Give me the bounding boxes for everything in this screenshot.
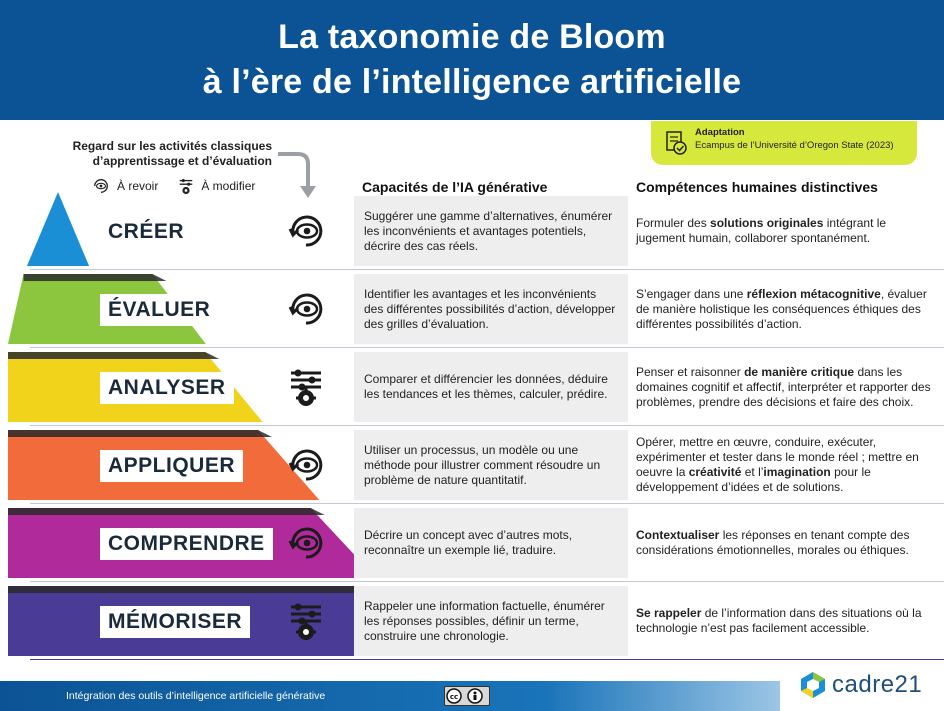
level-label: ÉVALUER [100, 294, 218, 326]
creative-commons-badge [444, 686, 490, 706]
level-label: MÉMORISER [100, 606, 250, 638]
adaptation-badge [651, 121, 917, 165]
competence-emphasis: créativité [688, 465, 742, 479]
sliders-gear-icon [286, 367, 326, 407]
title-line-2: à l’ère de l’intelligence artificielle [202, 63, 742, 101]
eye-refresh-icon [286, 523, 326, 563]
human-competence-text [636, 435, 936, 495]
competence-text: S’engager dans une [636, 286, 747, 301]
pyramid-tier-shadow [8, 508, 325, 515]
human-competence-cell [636, 506, 936, 580]
row-divider [30, 581, 944, 582]
competence-text: intégrant le jugement humain, collaborer spontanément. [636, 216, 887, 245]
competence-text: et l’ [741, 465, 764, 479]
column-header-human: Compétences humaines distinctives [636, 179, 878, 195]
human-competence-text [636, 528, 936, 558]
pyramid-tier [27, 192, 89, 266]
adaptation-title: Adaptation [695, 127, 745, 138]
ia-capability-cell: Identifier les avantages et les inconvénients des différentes possibilités d’action, développer des grilles d’évaluation. [354, 274, 628, 344]
document-check-icon [665, 131, 687, 155]
competence-text: de l’information dans des situations où la technologie n’est pas facilement accessible. [636, 606, 922, 635]
ia-capability-cell: Suggérer une gamme d’alternatives, énumérer les inconvénients et avantages potentiels, décrire des cas réels. [354, 196, 628, 266]
eye-refresh-icon [286, 445, 326, 485]
human-competence-cell [636, 350, 936, 424]
competence-text: Penser et raisonner [636, 364, 745, 379]
human-competence-text [636, 216, 936, 246]
row-divider [30, 425, 944, 426]
level-label: CRÉER [108, 220, 185, 243]
adaptation-source: Ecampus de l’Université d’Oregon State (2023) [695, 140, 894, 151]
competence-emphasis: imagination [763, 465, 831, 479]
cadre21-logo-icon [798, 670, 828, 700]
competence-text: , évaluer de manière holistique les conséquences éthiques des différentes possibilités d’action. [636, 286, 927, 331]
legend-modifier-label: À modifier [201, 179, 256, 193]
human-competence-cell [636, 272, 936, 346]
competence-text: les réponses en tenant compte des considérations émotionnelles, morales ou éthiques. [636, 528, 910, 557]
ia-capability-cell: Décrire un concept avec d’autres mots, reconnaître un exemple lié, traduire. [354, 508, 628, 578]
pyramid-tier-shadow [8, 586, 360, 593]
competence-emphasis: solutions originales [710, 216, 824, 230]
row-divider [30, 347, 944, 348]
cc-by-icon [445, 687, 489, 705]
ia-capability-cell: Rappeler une information factuelle, énumérer les réponses possibles, définir un terme, construire une chronologie. [354, 586, 628, 656]
level-label: APPLIQUER [100, 450, 243, 482]
column-header-ia: Capacités de l’IA générative [362, 179, 548, 195]
competence-text: dans les domaines cognitif et affectif, interpréter et rapporter des problèmes, prendre des décisions et faire des choix. [636, 364, 931, 409]
competence-emphasis: Se rappeler [636, 606, 702, 620]
level-label: COMPRENDRE [100, 528, 273, 560]
title-line-1: La taxonomie de Bloom [278, 18, 666, 56]
human-competence-text [636, 606, 936, 636]
competence-emphasis: de manière critique [744, 364, 855, 379]
row-divider [30, 503, 944, 504]
legend-title: Regard sur les activités classiques d’apprentissage et d’évaluation [72, 139, 272, 168]
svg-text:cc: cc [449, 693, 459, 701]
pyramid-tier-shadow [24, 274, 167, 281]
human-competence-cell [636, 584, 936, 658]
human-competence-text [636, 287, 936, 332]
brand-logo [798, 670, 922, 700]
ia-capability-cell: Comparer et différencier les données, déduire les tendances et les thèmes, calculer, prédire. [354, 352, 628, 422]
row-divider [30, 659, 944, 660]
competence-text: Opérer, mettre en œuvre, conduire, exécuter, expérimenter et tester dans le monde réel ; mettre en oeuvre la [636, 435, 919, 479]
sliders-gear-icon [286, 601, 326, 641]
eye-refresh-icon [286, 211, 326, 251]
human-competence-text [636, 365, 936, 410]
human-competence-cell [636, 194, 936, 268]
legend-revoir-label: À revoir [117, 179, 159, 193]
competence-emphasis: réflexion métacognitive [746, 286, 881, 301]
level-label: ANALYSER [100, 372, 234, 404]
human-competence-cell [636, 428, 936, 502]
competence-emphasis: Contextualiser [636, 528, 720, 542]
ia-capability-cell: Utiliser un processus, un modèle ou une méthode pour illustrer comment résoudre un problème de nature quantitatif. [354, 430, 628, 500]
eye-refresh-icon [286, 289, 326, 329]
brand-name: cadre21 [832, 671, 923, 698]
competence-text: Formuler des [636, 216, 711, 230]
competence-text: pour le développement d’idées et de solutions. [636, 465, 871, 494]
footer-text: Intégration des outils d’intelligence artificielle générative [66, 690, 326, 702]
pyramid-tier-shadow [8, 352, 219, 359]
row-divider [30, 269, 944, 270]
header-banner [0, 0, 944, 120]
pyramid-tier-shadow [8, 430, 272, 437]
